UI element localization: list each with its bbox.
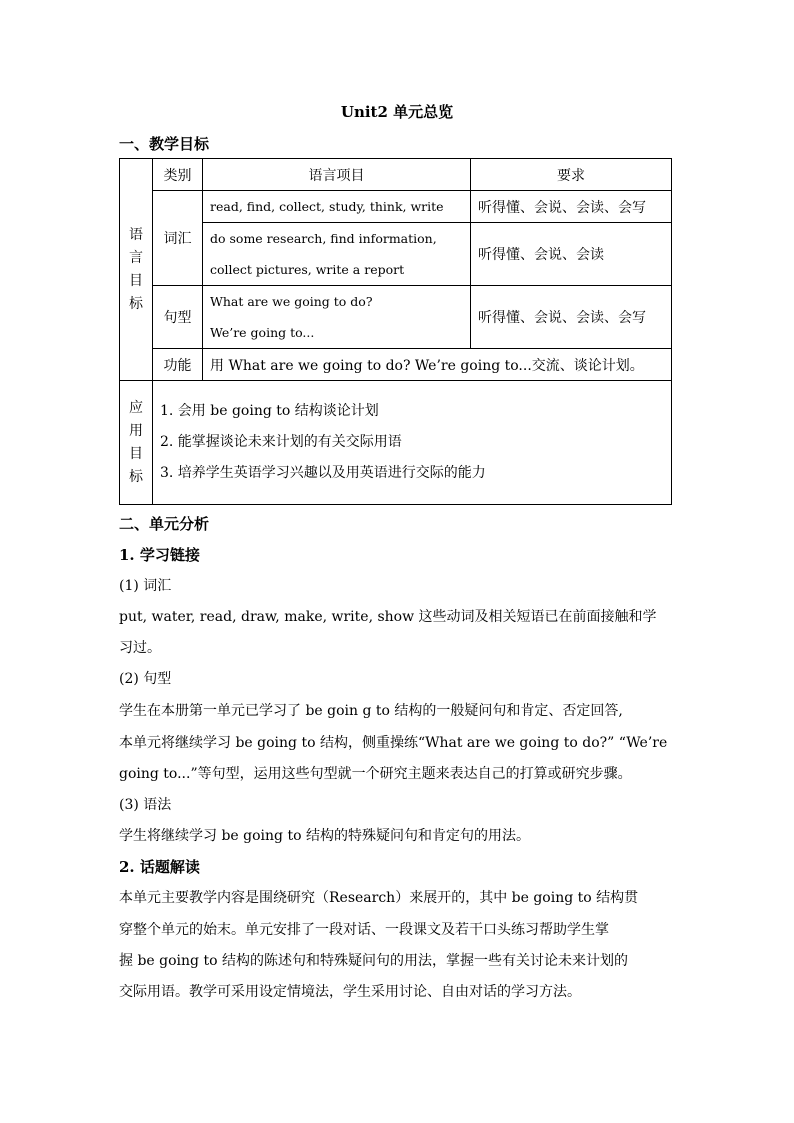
table-row <box>120 349 672 381</box>
header-language-item: 语言项目 <box>203 159 471 191</box>
sentence-heading: (2) 句型 <box>119 671 172 687</box>
function-text: 用 What are we going to do? We’re going to...交流、谈论计划。 <box>203 349 672 381</box>
sentence-requirement: 听得懂、会说、会读、会写 <box>471 286 672 349</box>
subheading-topic-interpretation: 2. 话题解读 <box>119 858 200 876</box>
paragraph-line: 交际用语。教学可采用设定情境法，学生采用讨论、自由对话的学习方法。 <box>119 984 581 1000</box>
list-item: 1. 会用 be going to 结构谈论计划 <box>160 403 379 419</box>
paragraph-line: 学生在本册第一单元已学习了 be goin g to 结构的一般疑问句和肯定、否定回答, <box>119 703 623 719</box>
function-label: 功能 <box>153 349 203 381</box>
application-goal-list <box>153 381 672 505</box>
section-heading-unit-analysis: 二、单元分析 <box>119 515 210 533</box>
application-goal-label: 应 用 目 标 <box>120 381 153 505</box>
paragraph-line: put, water, read, draw, make, write, show 这些动词及相关短语已在前面接触和学 <box>119 609 657 625</box>
vocab-items-1: read, find, collect, study, think, write <box>203 191 471 223</box>
subheading-learning-links: 1. 学习链接 <box>119 546 200 564</box>
table-row <box>120 223 672 286</box>
paragraph-line: 学生将继续学习 be going to 结构的特殊疑问句和肯定句的用法。 <box>119 828 530 844</box>
sentence-items: What are we going to do? We’re going to... <box>203 286 471 349</box>
paragraph-line: 握 be going to 结构的陈述句和特殊疑问句的用法，掌握一些有关讨论未来计划的 <box>119 953 628 969</box>
teaching-goals-table <box>119 158 672 505</box>
paragraph-line: going to...”等句型，运用这些句型就一个研究主题来表达自己的打算或研究步骤。 <box>119 766 632 782</box>
table-row <box>120 191 672 223</box>
header-requirement: 要求 <box>471 159 672 191</box>
paragraph-line: 穿整个单元的始末。单元安排了一段对话、一段课文及若干口头练习帮助学生掌 <box>119 922 609 938</box>
table-header-row <box>120 159 672 191</box>
vocab-heading: (1) 词汇 <box>119 578 172 594</box>
table-row <box>120 381 672 505</box>
vocab-items-2: do some research, find information, collect pictures, write a report <box>203 223 471 286</box>
language-goal-label: 语 言 目 标 <box>120 159 153 381</box>
paragraph-line: 习过。 <box>119 640 161 656</box>
vocab-requirement-1: 听得懂、会说、会读、会写 <box>471 191 672 223</box>
list-item: 3. 培养学生英语学习兴趣以及用英语进行交际的能力 <box>160 465 486 481</box>
sentence-label: 句型 <box>153 286 203 349</box>
list-item: 2. 能掌握谈论未来计划的有关交际用语 <box>160 434 402 450</box>
vocab-label: 词汇 <box>153 191 203 286</box>
grammar-heading: (3) 语法 <box>119 797 172 813</box>
table-row <box>120 286 672 349</box>
paragraph-line: 本单元主要教学内容是围绕研究（Research）来展开的，其中 be going to 结构贯 <box>119 890 639 906</box>
section-heading-teaching-goals: 一、教学目标 <box>119 135 210 153</box>
vocab-requirement-2: 听得懂、会说、会读 <box>471 223 672 286</box>
page-title: Unit2 单元总览 <box>340 103 454 121</box>
header-category: 类别 <box>153 159 203 191</box>
paragraph-line: 本单元将继续学习 be going to 结构，侧重操练“What are we going to do?” “We’re <box>119 735 668 751</box>
